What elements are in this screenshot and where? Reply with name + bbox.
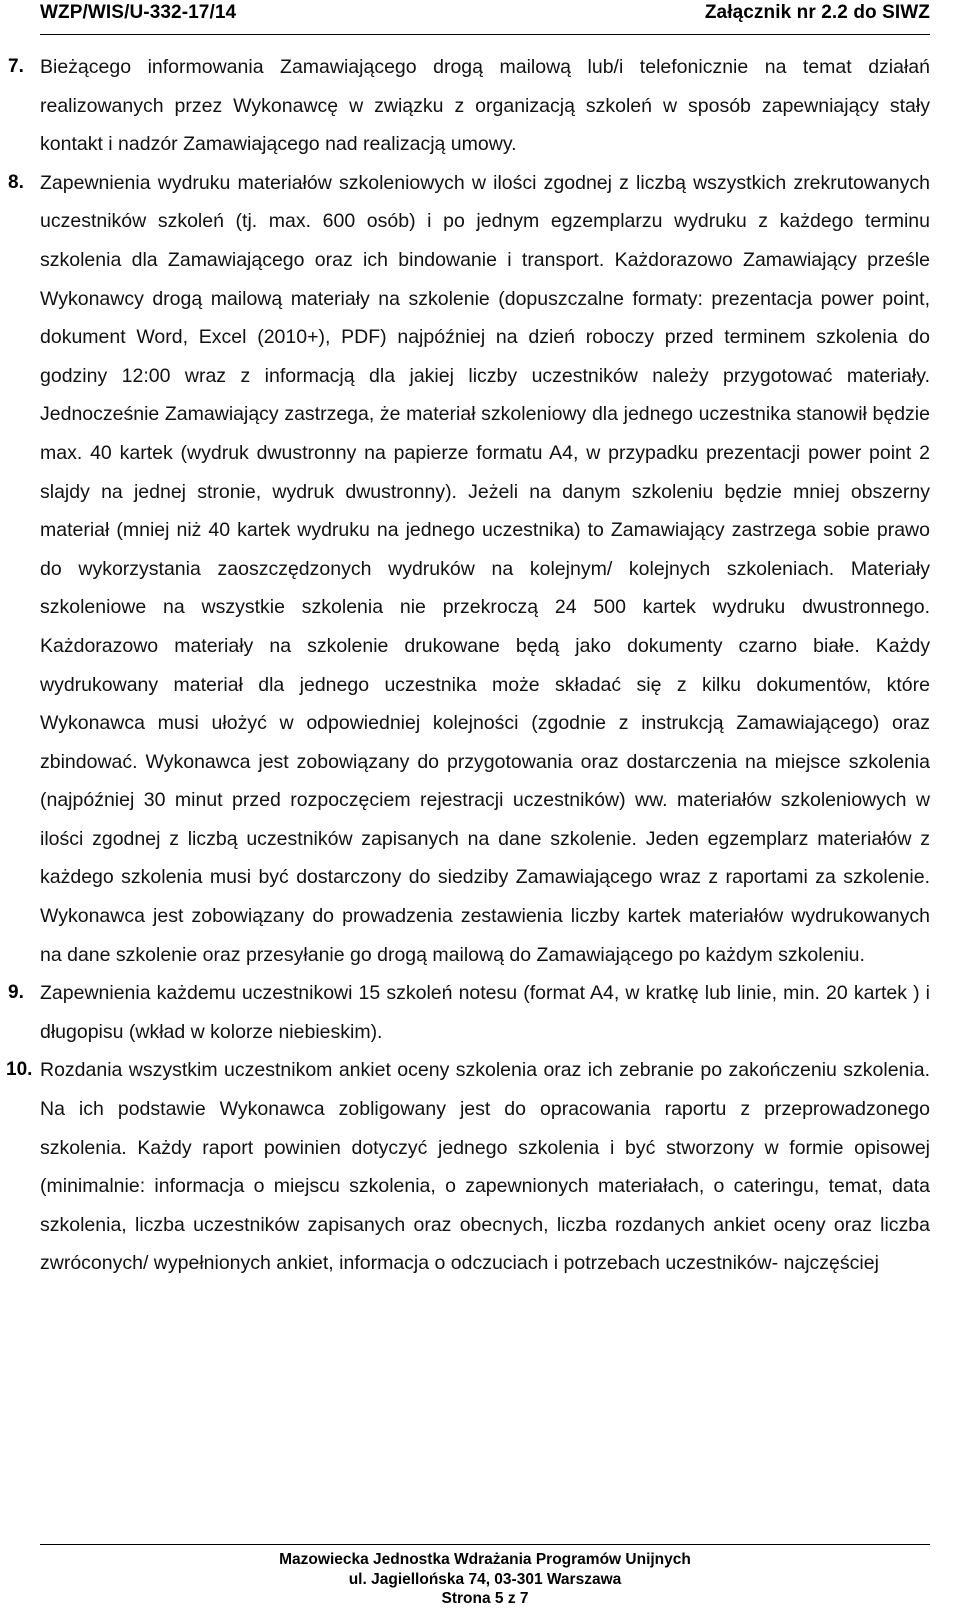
list-item-7 <box>0 48 960 164</box>
item-text: Bieżącego informowania Zamawiającego drogą mailową lub/i telefonicznie na temat działań realizowanych przez Wykonawcę w związku z organizacją szkoleń w sposób zapewniający stały kontakt i nadzór Zamawiającego nad realizacją umowy. <box>40 56 930 156</box>
page-footer <box>40 1544 930 1609</box>
annex-label: Załącznik nr 2.2 do SIWZ <box>704 2 930 23</box>
item-number: 9. <box>8 982 24 1004</box>
document-body <box>0 48 960 1283</box>
list-item-9 <box>0 974 960 1051</box>
page-number: Strona 5 z 7 <box>441 1590 529 1607</box>
item-number: 10. <box>6 1059 33 1081</box>
item-number: 7. <box>8 56 24 77</box>
list-item-10 <box>0 1051 960 1283</box>
item-text: Zapewnienia wydruku materiałów szkoleniowych w ilości zgodnej z liczbą wszystkich zrekrutowanych uczestników szkoleń (tj. max. 600 osób) i po jednym egzemplarzu wydruku z każdego terminu szkolenia dla Zamawiającego oraz ich bindowanie i transport. Każdorazowo Zamawiający prześle Wykonawcy drogą mailową materiały na szkolenie (dopuszczalne formaty: prezentacja power point, dokument Word, Excel (2010+), PDF) najpóźniej na dzień roboczy przed terminem szkolenia do godziny 12:00 wraz z informacją dla jakiej liczby uczestników należy przygotować materiały. Jednocześnie Zamawiający zastrzega, że materiał szkoleniowy dla jednego uczestnika stanowił będzie max. 40 kartek (wydruk dwustronny na papierze formatu A4, w przypadku prezentacji power point 2 slajdy na jednej stronie, wydruk dwustronny). Jeżeli na danym szkoleniu będzie mniej obszerny materiał (mniej niż 40 kartek wydruku na jednego uczestnika) to Zamawiający zastrzega sobie prawo do wykorzystania zaoszczędzonych wydruków na kolejnym/ kolejnych szkoleniach. Materiały szkoleniowe na wszystkie szkolenia nie przekroczą 24 500 kartek wydruku dwustronnego. Każdorazowo materiały na szkolenie drukowane będą jako dokumenty czarno białe. Każdy wydrukowany materiał dla jednego uczestnika może składać się z kilku dokumentów, które Wykonawca musi ułożyć w odpowiedniej kolejności (zgodnie z instrukcją Zamawiającego) oraz zbindować. Wykonawca jest zobowiązany do przygotowania oraz dostarczenia na miejsce szkolenia (najpóźniej 30 minut przed rozpoczęciem rejestracji uczestników) ww. materiałów szkoleniowych w ilości zgodnej z liczbą uczestników zapisanych na dane szkolenie. Jeden egzemplarz materiałów z każdego szkolenia musi być dostarczony do siedziby Zamawiającego wraz z raportami za szkolenie. Wykonawca jest zobowiązany do prowadzenia zestawienia liczby kartek materiałów wydrukowanych na dane szkolenie oraz przesyłanie go drogą mailową do Zamawiającego po każdym szkoleniu. <box>40 171 930 966</box>
document-reference: WZP/WIS/U-332-17/14 <box>40 2 237 23</box>
list-item-8 <box>0 164 960 974</box>
footer-organization: Mazowiecka Jednostka Wdrażania Programów Unijnych <box>279 1551 691 1568</box>
item-number: 8. <box>8 171 24 193</box>
footer-address: ul. Jagiellońska 74, 03-301 Warszawa <box>348 1570 622 1588</box>
item-text: Zapewnienia każdemu uczestnikowi 15 szkoleń notesu (format A4, w kratkę lub linie, min. 20 kartek ) i długopisu (wkład w kolorze niebieskim). <box>40 982 930 1043</box>
item-text: Rozdania wszystkim uczestnikom ankiet oceny szkolenia oraz ich zebranie po zakończeniu szkolenia. Na ich podstawie Wykonawca zobligowany jest do opracowania raportu z przeprowadzonego szkolenia. Każdy raport powinien dotyczyć jednego szkolenia i być stworzony w formie opisowej (minimalnie: informacja o miejscu szkolenia, o zapewnionych materiałach, o cateringu, temat, data szkolenia, liczba uczestników zapisanych oraz obecnych, liczba rozdanych ankiet oceny oraz liczba zwróconych/ wypełnionych ankiet, informacja o odczuciach i potrzebach uczestników- najczęściej <box>40 1059 930 1275</box>
page-header <box>40 0 930 35</box>
